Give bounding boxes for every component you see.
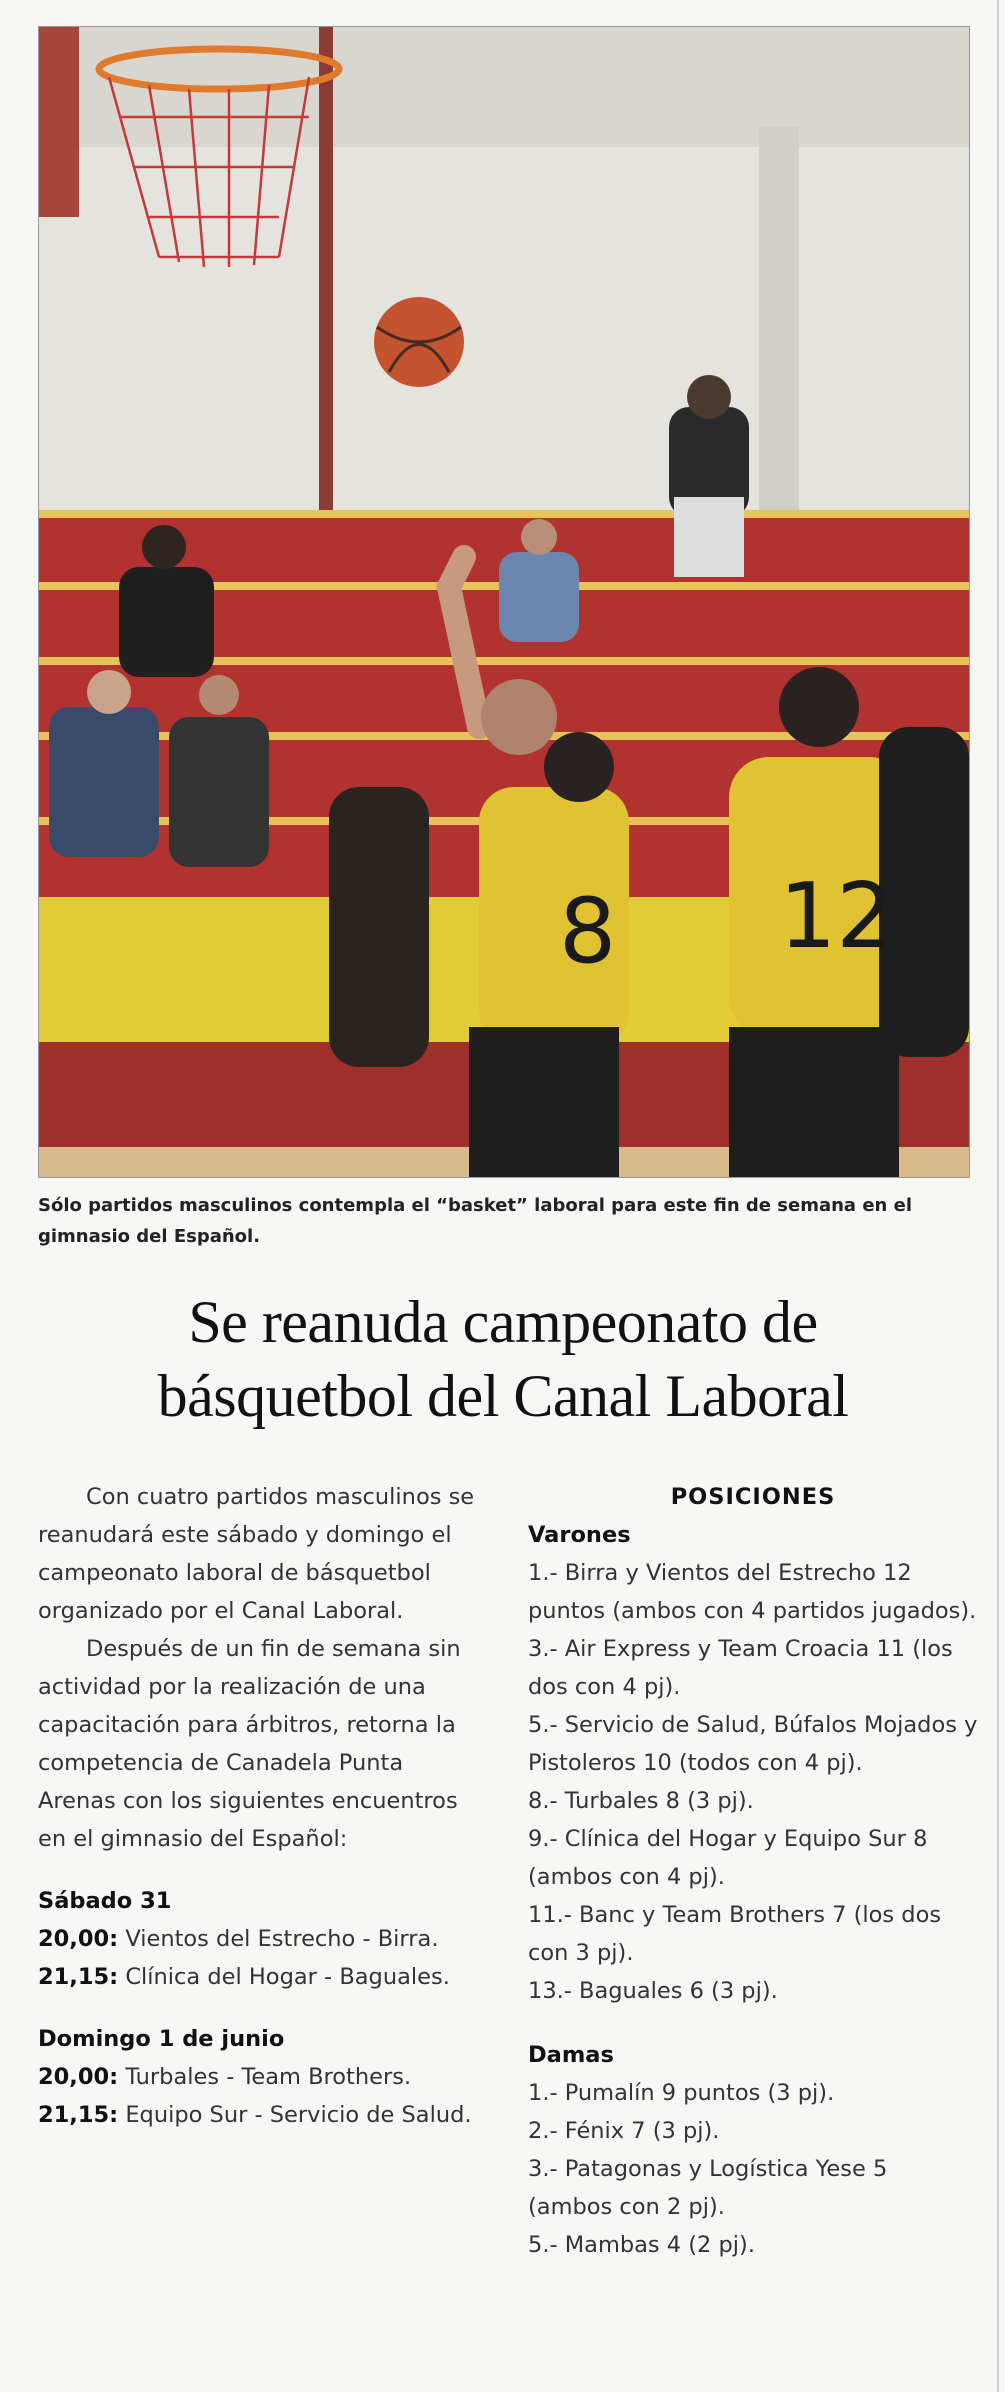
standings-entry: 1.- Birra y Vientos del Estrecho 12 puntos (ambos con 4 partidos jugados).: [528, 1560, 977, 1624]
headline-line-1: Se reanuda campeonato de: [188, 1289, 818, 1355]
game-teams: Equipo Sur - Servicio de Salud.: [125, 2102, 472, 2128]
game-time: 20,00:: [38, 2064, 119, 2090]
standings-box: [528, 1478, 978, 2264]
back-wall: [39, 147, 969, 517]
game-teams: Vientos del Estrecho - Birra.: [125, 1926, 439, 1952]
standings-entry: 9.- Clínica del Hogar y Equipo Sur 8 (ambos con 4 pj).: [528, 1826, 928, 1890]
headline: [38, 1285, 968, 1433]
standings-entry: 13.- Baguales 6 (3 pj).: [528, 1978, 778, 2004]
photo-caption: Sólo partidos masculinos contempla el “basket” laboral para este fin de semana en el gimnasio del Español.: [38, 1195, 913, 1247]
photo-illustration: [39, 27, 969, 1177]
schedule-game: [38, 1958, 483, 1996]
schedule-day: Sábado 31: [38, 1888, 172, 1914]
standings-category: Varones: [528, 1522, 631, 1548]
headline-line-2: básquetbol del Canal Laboral: [157, 1363, 849, 1429]
page-edge-line: [997, 0, 999, 2392]
standings-entry: 3.- Air Express y Team Croacia 11 (los dos con 4 pj).: [528, 1636, 953, 1700]
basketball-photo: [38, 26, 970, 1178]
body-paragraph: Después de un fin de semana sin actividad por la realización de una capacitación para árbitros, retorna la competencia de Canadela Punta Arenas con los siguientes encuentros en el gimnasio del Español:: [38, 1636, 461, 1852]
schedule-game: [38, 2058, 483, 2096]
game-teams: Clínica del Hogar - Baguales.: [125, 1964, 450, 1990]
schedule-game: [38, 2096, 483, 2134]
game-time: 20,00:: [38, 1926, 119, 1952]
game-teams: Turbales - Team Brothers.: [125, 2064, 412, 2090]
standings-entry: 5.- Servicio de Salud, Búfalos Mojados y Pistoleros 10 (todos con 4 pj).: [528, 1712, 978, 1776]
standings-entry: 3.- Patagonas y Logística Yese 5 (ambos con 2 pj).: [528, 2156, 888, 2220]
standings-entry: 5.- Mambas 4 (2 pj).: [528, 2232, 755, 2258]
schedule: [38, 1882, 483, 2134]
schedule-day: Domingo 1 de junio: [38, 2026, 285, 2052]
game-time: 21,15:: [38, 2102, 119, 2128]
jersey-number-8: 8: [559, 879, 617, 984]
standings-title: POSICIONES: [670, 1484, 836, 1510]
standings-entry: 11.- Banc y Team Brothers 7 (los dos con 3 pj).: [528, 1902, 942, 1966]
standings-entry: 2.- Fénix 7 (3 pj).: [528, 2118, 720, 2144]
jersey-number-12: 12: [779, 864, 894, 969]
standings-category: Damas: [528, 2042, 614, 2068]
game-time: 21,15:: [38, 1964, 119, 1990]
wall-pillar: [759, 127, 799, 527]
schedule-game: [38, 1920, 483, 1958]
standings-entry: 8.- Turbales 8 (3 pj).: [528, 1788, 754, 1814]
article-body: [38, 1478, 483, 2134]
standings-entry: 1.- Pumalín 9 puntos (3 pj).: [528, 2080, 835, 2106]
backboard-edge: [39, 27, 79, 217]
body-paragraph: Con cuatro partidos masculinos se reanudará este sábado y domingo el campeonato laboral de básquetbol organizado por el Canal Laboral.: [38, 1484, 475, 1624]
